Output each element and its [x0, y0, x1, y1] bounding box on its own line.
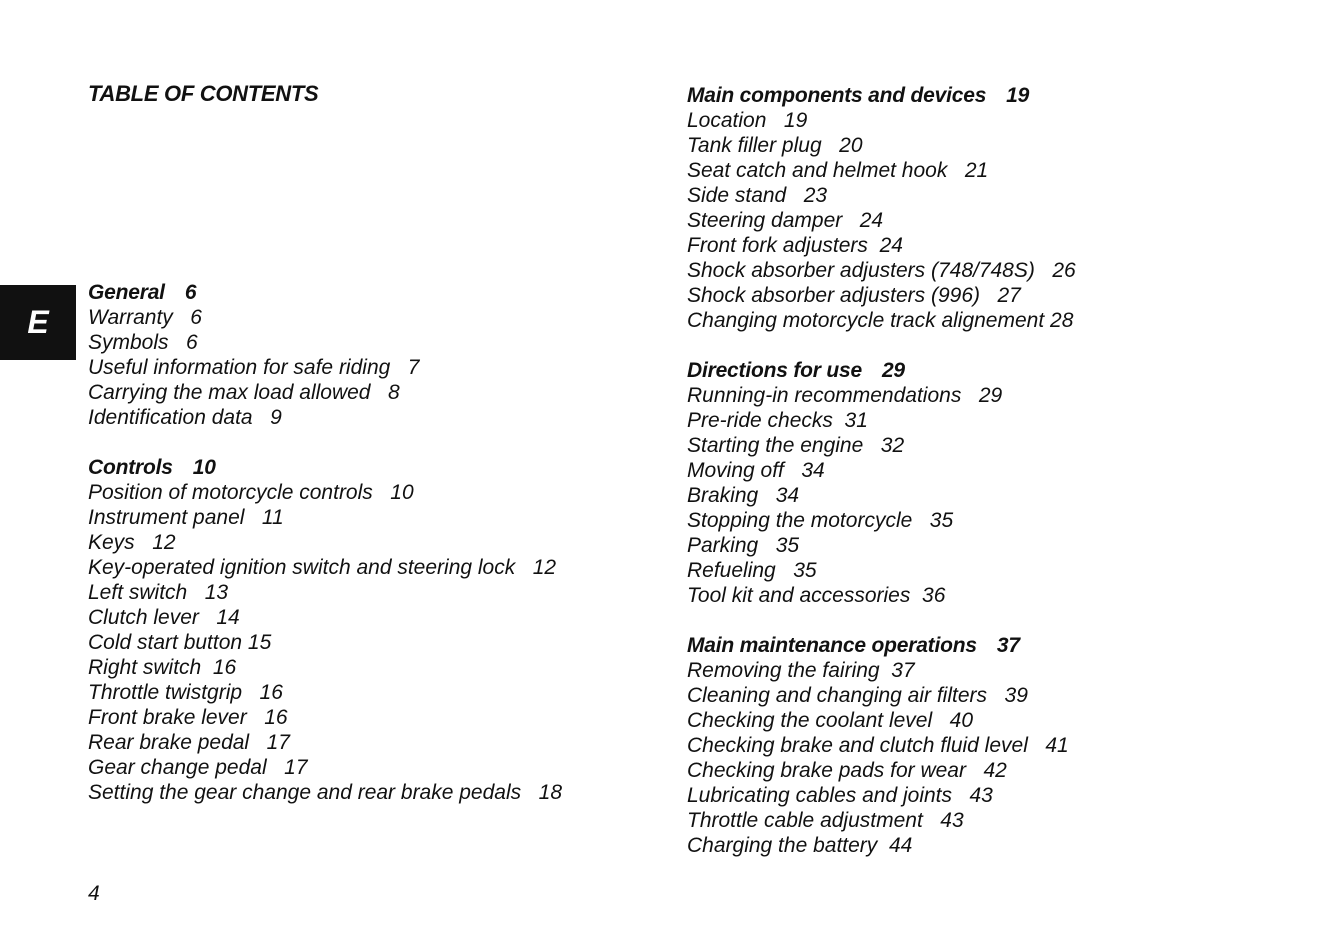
toc-entry[interactable]: Right switch 16: [88, 656, 237, 679]
toc-entry[interactable]: Side stand 23: [687, 184, 828, 207]
toc-entry[interactable]: Pre-ride checks 31: [687, 409, 868, 432]
language-tab: E: [0, 285, 76, 360]
toc-entry[interactable]: Cold start button 15: [88, 631, 272, 654]
toc-entry[interactable]: Symbols 6: [88, 331, 198, 354]
toc-entry[interactable]: Removing the fairing 37: [687, 659, 915, 682]
toc-entry[interactable]: Instrument panel 11: [88, 506, 284, 529]
toc-entry[interactable]: Seat catch and helmet hook 21: [687, 159, 989, 182]
toc-entry[interactable]: Checking brake pads for wear 42: [687, 759, 1007, 782]
toc-entry[interactable]: Checking the coolant level 40: [687, 709, 974, 732]
section-heading[interactable]: [88, 280, 562, 305]
toc-entry[interactable]: Moving off 34: [687, 459, 825, 482]
toc-entry[interactable]: Cleaning and changing air filters 39: [687, 684, 1028, 707]
section-title: Main components and devices: [687, 84, 987, 107]
toc-entry[interactable]: Braking 34: [687, 484, 800, 507]
section-heading[interactable]: [687, 633, 1076, 658]
toc-entry[interactable]: Running-in recommendations 29: [687, 384, 1003, 407]
toc-section-general: [88, 280, 562, 430]
toc-entry[interactable]: Warranty 6: [88, 306, 202, 329]
toc-entry[interactable]: Refueling 35: [687, 559, 817, 582]
section-page: 29: [881, 359, 905, 382]
toc-entry[interactable]: Gear change pedal 17: [88, 756, 308, 779]
toc-section-controls: [88, 455, 562, 805]
toc-entry[interactable]: Keys 12: [88, 531, 176, 554]
toc-entry[interactable]: Changing motorcycle track alignement 28: [687, 309, 1074, 332]
page-number: 4: [88, 882, 100, 905]
toc-entry[interactable]: Rear brake pedal 17: [88, 731, 290, 754]
section-title: Directions for use: [687, 359, 862, 382]
toc-entry[interactable]: Starting the engine 32: [687, 434, 905, 457]
section-title: Controls: [88, 456, 173, 479]
toc-entry[interactable]: Front fork adjusters 24: [687, 234, 903, 257]
toc-entry[interactable]: Tool kit and accessories 36: [687, 584, 946, 607]
toc-entry[interactable]: Parking 35: [687, 534, 800, 557]
section-heading[interactable]: [687, 358, 1076, 383]
section-heading[interactable]: [687, 83, 1076, 108]
toc-entry[interactable]: Identification data 9: [88, 406, 282, 429]
toc-entry[interactable]: Tank filler plug 20: [687, 134, 863, 157]
toc-entry[interactable]: Useful information for safe riding 7: [88, 356, 420, 379]
toc-entry[interactable]: Throttle cable adjustment 43: [687, 809, 964, 832]
toc-entry[interactable]: Position of motorcycle controls 10: [88, 481, 414, 504]
toc-entry[interactable]: Clutch lever 14: [88, 606, 240, 629]
toc-left-column: [88, 280, 562, 830]
toc-entry[interactable]: Steering damper 24: [687, 209, 884, 232]
section-page: 6: [184, 281, 197, 304]
toc-entry[interactable]: Left switch 13: [88, 581, 229, 604]
toc-entry[interactable]: Lubricating cables and joints 43: [687, 784, 993, 807]
toc-entry[interactable]: Carrying the max load allowed 8: [88, 381, 400, 404]
section-title: Main maintenance operations: [687, 634, 977, 657]
toc-section-directions: [687, 358, 1076, 608]
section-page: 10: [192, 456, 216, 479]
toc-right-column: [687, 83, 1076, 883]
toc-entry[interactable]: Key-operated ignition switch and steering lock 12: [88, 556, 557, 579]
toc-entry[interactable]: Shock absorber adjusters (996) 27: [687, 284, 1021, 307]
toc-entry[interactable]: Shock absorber adjusters (748/748S) 26: [687, 259, 1076, 282]
section-heading[interactable]: [88, 455, 562, 480]
toc-entry[interactable]: Location 19: [687, 109, 808, 132]
toc-entry[interactable]: Checking brake and clutch fluid level 41: [687, 734, 1069, 757]
section-page: 37: [996, 634, 1020, 657]
toc-section-maintenance: [687, 633, 1076, 858]
toc-entry[interactable]: Front brake lever 16: [88, 706, 288, 729]
toc-entry[interactable]: Charging the battery 44: [687, 834, 913, 857]
page-title: TABLE OF CONTENTS: [88, 81, 319, 106]
toc-entry[interactable]: Setting the gear change and rear brake pedals 18: [88, 781, 562, 804]
section-title: General: [88, 281, 165, 304]
section-page: 19: [1006, 84, 1030, 107]
toc-section-main-components: [687, 83, 1076, 333]
toc-entry[interactable]: Stopping the motorcycle 35: [687, 509, 954, 532]
toc-entry[interactable]: Throttle twistgrip 16: [88, 681, 283, 704]
